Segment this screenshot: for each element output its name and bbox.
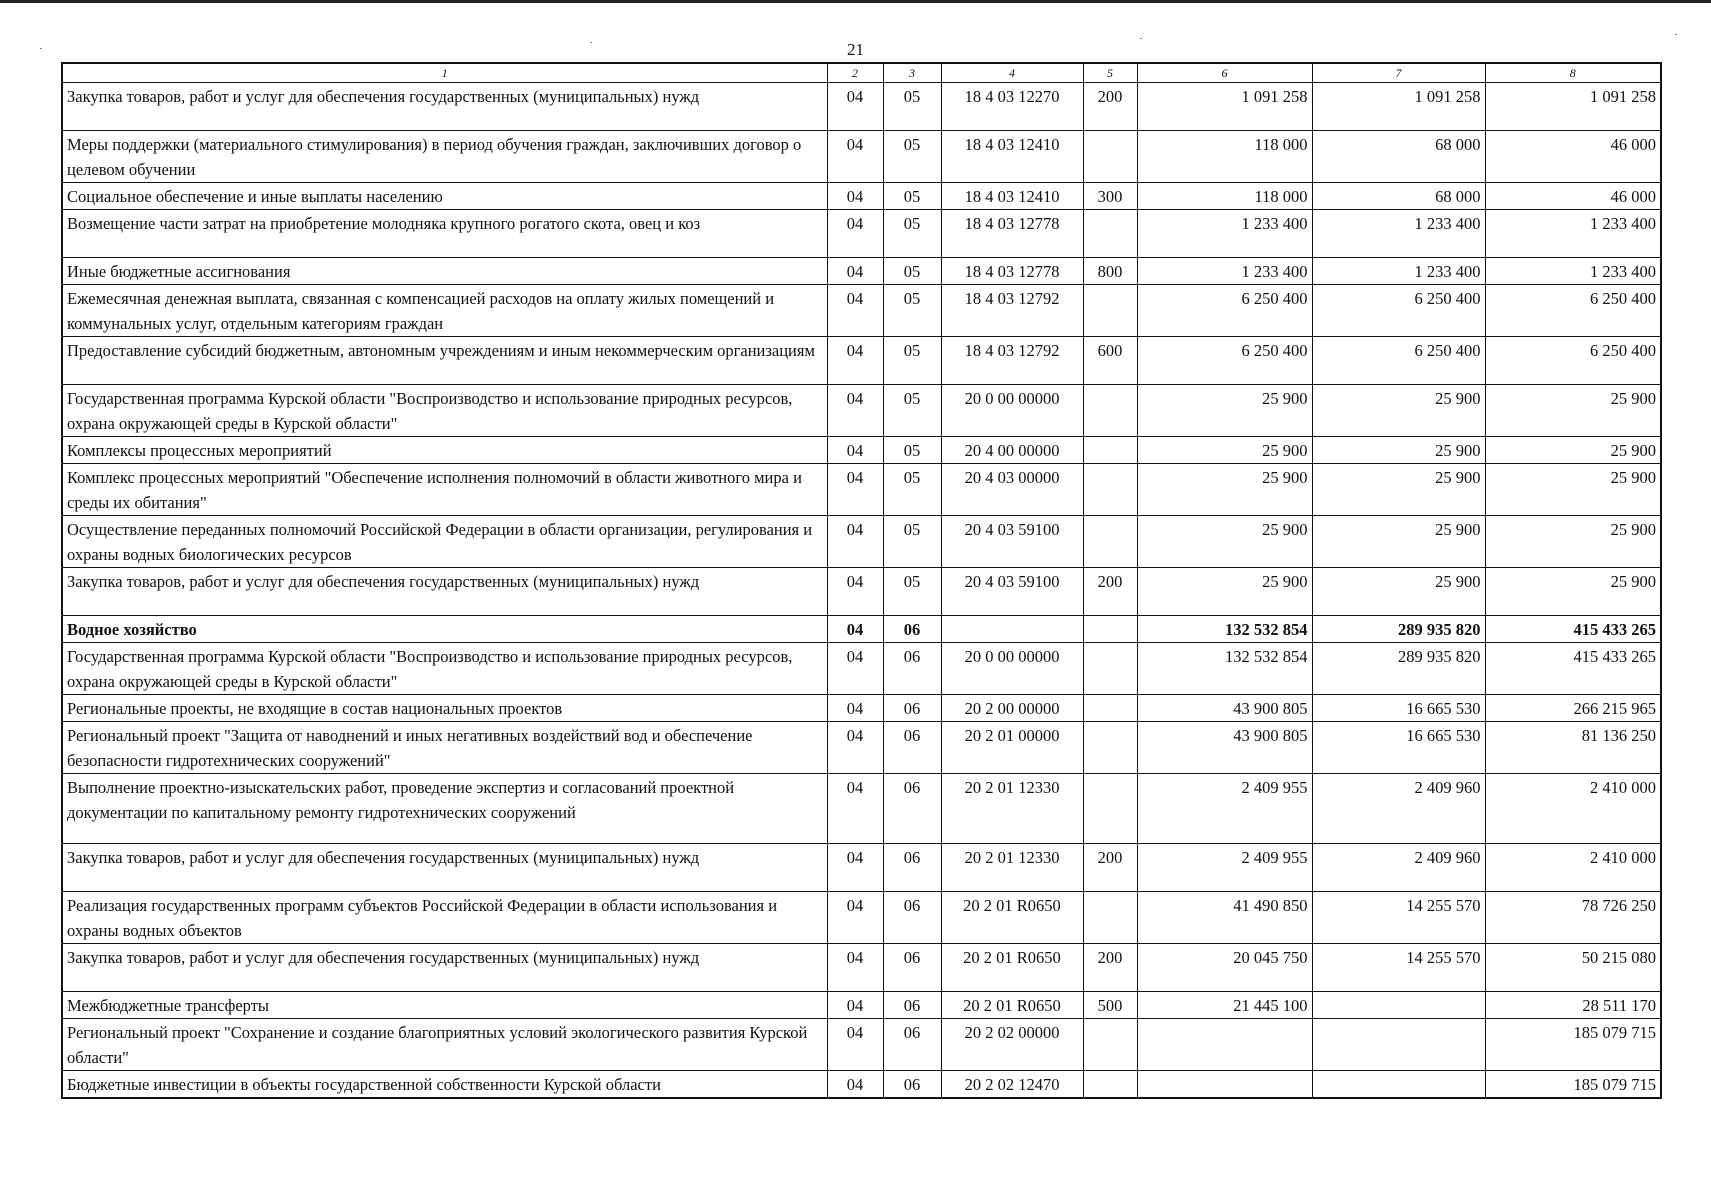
cell-expense-type <box>1083 437 1137 464</box>
cell-section: 04 <box>827 210 883 258</box>
cell-amount-1: 118 000 <box>1137 131 1312 183</box>
cell-expense-type: 200 <box>1083 83 1137 131</box>
cell-amount-1: 43 900 805 <box>1137 695 1312 722</box>
cell-amount-2: 25 900 <box>1312 516 1485 568</box>
cell-amount-1: 25 900 <box>1137 568 1312 616</box>
cell-name: Закупка товаров, работ и услуг для обеспечения государственных (муниципальных) нужд <box>62 944 827 992</box>
cell-target-item: 20 2 01 12330 <box>941 844 1083 892</box>
cell-amount-3: 266 215 965 <box>1485 695 1661 722</box>
cell-amount-3: 1 091 258 <box>1485 83 1661 131</box>
cell-amount-1: 25 900 <box>1137 464 1312 516</box>
cell-target-item: 20 0 00 00000 <box>941 385 1083 437</box>
cell-subsection: 06 <box>883 616 941 643</box>
cell-amount-3: 81 136 250 <box>1485 722 1661 774</box>
cell-name: Бюджетные инвестиции в объекты государственной собственности Курской области <box>62 1071 827 1099</box>
cell-expense-type <box>1083 516 1137 568</box>
cell-subsection: 05 <box>883 568 941 616</box>
cell-amount-1: 2 409 955 <box>1137 774 1312 844</box>
cell-expense-type: 200 <box>1083 844 1137 892</box>
cell-amount-1: 25 900 <box>1137 516 1312 568</box>
table-row <box>62 944 1661 992</box>
cell-amount-2: 2 409 960 <box>1312 844 1485 892</box>
cell-name: Региональный проект "Сохранение и создание благоприятных условий экологического развития Курской области" <box>62 1019 827 1071</box>
table-row <box>62 437 1661 464</box>
cell-amount-3: 46 000 <box>1485 183 1661 210</box>
cell-section: 04 <box>827 83 883 131</box>
cell-expense-type <box>1083 285 1137 337</box>
cell-expense-type <box>1083 385 1137 437</box>
cell-subsection: 05 <box>883 385 941 437</box>
cell-name: Меры поддержки (материального стимулирования) в период обучения граждан, заключивших договор о целевом обучении <box>62 131 827 183</box>
table-row <box>62 337 1661 385</box>
cell-name: Закупка товаров, работ и услуг для обеспечения государственных (муниципальных) нужд <box>62 83 827 131</box>
cell-subsection: 05 <box>883 337 941 385</box>
cell-subsection: 06 <box>883 944 941 992</box>
table-row <box>62 183 1661 210</box>
table-row <box>62 568 1661 616</box>
cell-subsection: 06 <box>883 1019 941 1071</box>
cell-amount-2: 289 935 820 <box>1312 643 1485 695</box>
cell-amount-3: 415 433 265 <box>1485 643 1661 695</box>
header-row <box>62 63 1661 83</box>
cell-expense-type <box>1083 774 1137 844</box>
table-row <box>62 892 1661 944</box>
cell-expense-type: 300 <box>1083 183 1137 210</box>
table-row <box>62 210 1661 258</box>
cell-subsection: 05 <box>883 131 941 183</box>
cell-expense-type <box>1083 1071 1137 1099</box>
cell-amount-3: 50 215 080 <box>1485 944 1661 992</box>
cell-expense-type <box>1083 464 1137 516</box>
cell-section: 04 <box>827 385 883 437</box>
cell-name: Межбюджетные трансферты <box>62 992 827 1019</box>
cell-amount-3: 28 511 170 <box>1485 992 1661 1019</box>
cell-amount-3: 185 079 715 <box>1485 1019 1661 1071</box>
cell-target-item: 20 2 01 R0650 <box>941 992 1083 1019</box>
table-row <box>62 83 1661 131</box>
cell-amount-3: 6 250 400 <box>1485 285 1661 337</box>
cell-amount-1 <box>1137 1019 1312 1071</box>
cell-amount-1: 41 490 850 <box>1137 892 1312 944</box>
cell-section: 04 <box>827 1071 883 1099</box>
cell-expense-type <box>1083 131 1137 183</box>
cell-target-item: 20 0 00 00000 <box>941 643 1083 695</box>
table-row <box>62 1019 1661 1071</box>
cell-amount-2: 25 900 <box>1312 464 1485 516</box>
table-row <box>62 516 1661 568</box>
cell-section: 04 <box>827 616 883 643</box>
scan-speck <box>1675 34 1677 35</box>
cell-name: Комплекс процессных мероприятий "Обеспечение исполнения полномочий в области животного мира и среды их обитания" <box>62 464 827 516</box>
cell-amount-2: 68 000 <box>1312 183 1485 210</box>
cell-expense-type <box>1083 892 1137 944</box>
cell-amount-2 <box>1312 992 1485 1019</box>
cell-target-item: 18 4 03 12410 <box>941 131 1083 183</box>
cell-target-item: 18 4 03 12792 <box>941 337 1083 385</box>
cell-amount-1 <box>1137 1071 1312 1099</box>
header-cell: 5 <box>1083 63 1137 83</box>
table-row <box>62 285 1661 337</box>
cell-name: Государственная программа Курской области "Воспроизводство и использование природных ресурсов, охрана окружающей среды в Курской области" <box>62 643 827 695</box>
cell-section: 04 <box>827 285 883 337</box>
cell-section: 04 <box>827 568 883 616</box>
cell-name: Социальное обеспечение и иные выплаты населению <box>62 183 827 210</box>
cell-amount-2: 6 250 400 <box>1312 285 1485 337</box>
cell-section: 04 <box>827 844 883 892</box>
cell-amount-2: 16 665 530 <box>1312 722 1485 774</box>
header-cell: 6 <box>1137 63 1312 83</box>
cell-subsection: 06 <box>883 643 941 695</box>
cell-target-item: 20 4 03 59100 <box>941 516 1083 568</box>
cell-amount-2: 14 255 570 <box>1312 944 1485 992</box>
cell-amount-2: 14 255 570 <box>1312 892 1485 944</box>
cell-amount-2: 2 409 960 <box>1312 774 1485 844</box>
cell-expense-type <box>1083 722 1137 774</box>
cell-name: Закупка товаров, работ и услуг для обеспечения государственных (муниципальных) нужд <box>62 568 827 616</box>
cell-amount-2: 16 665 530 <box>1312 695 1485 722</box>
cell-amount-2 <box>1312 1071 1485 1099</box>
cell-name: Комплексы процессных мероприятий <box>62 437 827 464</box>
cell-amount-3: 185 079 715 <box>1485 1071 1661 1099</box>
cell-subsection: 06 <box>883 992 941 1019</box>
cell-amount-1: 118 000 <box>1137 183 1312 210</box>
cell-target-item: 20 2 02 00000 <box>941 1019 1083 1071</box>
cell-section: 04 <box>827 722 883 774</box>
cell-target-item: 20 4 03 00000 <box>941 464 1083 516</box>
cell-name: Предоставление субсидий бюджетным, автономным учреждениям и иным некоммерческим организациям <box>62 337 827 385</box>
cell-amount-1: 20 045 750 <box>1137 944 1312 992</box>
cell-section: 04 <box>827 516 883 568</box>
cell-name: Закупка товаров, работ и услуг для обеспечения государственных (муниципальных) нужд <box>62 844 827 892</box>
cell-subsection: 06 <box>883 892 941 944</box>
table-row <box>62 695 1661 722</box>
cell-subsection: 05 <box>883 83 941 131</box>
cell-name: Выполнение проектно-изыскательских работ, проведение экспертиз и согласований проектной документации по капитальному ремонту гидротехнических сооружений <box>62 774 827 844</box>
cell-amount-3: 1 233 400 <box>1485 258 1661 285</box>
cell-name: Реализация государственных программ субъектов Российской Федерации в области использования и охраны водных объектов <box>62 892 827 944</box>
cell-amount-3: 25 900 <box>1485 568 1661 616</box>
table-row <box>62 258 1661 285</box>
cell-amount-1: 6 250 400 <box>1137 285 1312 337</box>
cell-amount-3: 415 433 265 <box>1485 616 1661 643</box>
cell-amount-3: 6 250 400 <box>1485 337 1661 385</box>
cell-name: Региональные проекты, не входящие в состав национальных проектов <box>62 695 827 722</box>
cell-target-item: 20 2 01 R0650 <box>941 892 1083 944</box>
cell-amount-2: 1 233 400 <box>1312 258 1485 285</box>
cell-amount-2: 1 091 258 <box>1312 83 1485 131</box>
cell-amount-1: 132 532 854 <box>1137 616 1312 643</box>
cell-expense-type <box>1083 643 1137 695</box>
cell-amount-3: 25 900 <box>1485 385 1661 437</box>
cell-subsection: 06 <box>883 722 941 774</box>
cell-name: Государственная программа Курской области "Воспроизводство и использование природных ресурсов, охрана окружающей среды в Курской области" <box>62 385 827 437</box>
cell-target-item: 18 4 03 12410 <box>941 183 1083 210</box>
cell-section: 04 <box>827 695 883 722</box>
cell-subsection: 05 <box>883 516 941 568</box>
cell-amount-1: 6 250 400 <box>1137 337 1312 385</box>
table-row <box>62 1071 1661 1099</box>
cell-amount-2 <box>1312 1019 1485 1071</box>
cell-amount-2: 25 900 <box>1312 437 1485 464</box>
cell-target-item: 18 4 03 12792 <box>941 285 1083 337</box>
cell-subsection: 06 <box>883 844 941 892</box>
cell-section: 04 <box>827 131 883 183</box>
cell-expense-type: 800 <box>1083 258 1137 285</box>
cell-name: Водное хозяйство <box>62 616 827 643</box>
cell-amount-3: 25 900 <box>1485 464 1661 516</box>
cell-target-item: 20 4 00 00000 <box>941 437 1083 464</box>
cell-amount-2: 1 233 400 <box>1312 210 1485 258</box>
cell-amount-1: 21 445 100 <box>1137 992 1312 1019</box>
cell-expense-type <box>1083 616 1137 643</box>
cell-section: 04 <box>827 437 883 464</box>
cell-target-item <box>941 616 1083 643</box>
cell-amount-2: 68 000 <box>1312 131 1485 183</box>
cell-name: Ежемесячная денежная выплата, связанная с компенсацией расходов на оплату жилых помещений и коммунальных услуг, отдельным категориям граждан <box>62 285 827 337</box>
cell-target-item: 18 4 03 12778 <box>941 210 1083 258</box>
table-row <box>62 643 1661 695</box>
cell-target-item: 20 2 02 12470 <box>941 1071 1083 1099</box>
cell-section: 04 <box>827 1019 883 1071</box>
cell-amount-2: 25 900 <box>1312 385 1485 437</box>
cell-subsection: 05 <box>883 258 941 285</box>
cell-amount-3: 46 000 <box>1485 131 1661 183</box>
header-cell: 3 <box>883 63 941 83</box>
cell-amount-2: 6 250 400 <box>1312 337 1485 385</box>
cell-amount-3: 25 900 <box>1485 437 1661 464</box>
table-row <box>62 844 1661 892</box>
cell-target-item: 18 4 03 12270 <box>941 83 1083 131</box>
cell-section: 04 <box>827 892 883 944</box>
cell-subsection: 05 <box>883 285 941 337</box>
cell-name: Осуществление переданных полномочий Российской Федерации в области организации, регулирования и охраны водных биологических ресурсов <box>62 516 827 568</box>
cell-subsection: 06 <box>883 774 941 844</box>
cell-name: Региональный проект "Защита от наводнений и иных негативных воздействий вод и обеспечение безопасности гидротехнических сооружений" <box>62 722 827 774</box>
cell-amount-1: 132 532 854 <box>1137 643 1312 695</box>
cell-section: 04 <box>827 944 883 992</box>
scan-speck <box>1140 38 1142 39</box>
cell-subsection: 05 <box>883 464 941 516</box>
cell-expense-type: 500 <box>1083 992 1137 1019</box>
cell-expense-type <box>1083 1019 1137 1071</box>
cell-expense-type <box>1083 695 1137 722</box>
cell-subsection: 05 <box>883 210 941 258</box>
cell-amount-1: 43 900 805 <box>1137 722 1312 774</box>
cell-section: 04 <box>827 258 883 285</box>
cell-subsection: 05 <box>883 183 941 210</box>
cell-amount-3: 25 900 <box>1485 516 1661 568</box>
cell-amount-1: 2 409 955 <box>1137 844 1312 892</box>
table-body <box>62 83 1661 1099</box>
cell-target-item: 20 2 01 R0650 <box>941 944 1083 992</box>
cell-section: 04 <box>827 183 883 210</box>
header-cell: 8 <box>1485 63 1661 83</box>
cell-name: Возмещение части затрат на приобретение молодняка крупного рогатого скота, овец и коз <box>62 210 827 258</box>
cell-target-item: 18 4 03 12778 <box>941 258 1083 285</box>
cell-target-item: 20 4 03 59100 <box>941 568 1083 616</box>
cell-amount-2: 25 900 <box>1312 568 1485 616</box>
cell-name: Иные бюджетные ассигнования <box>62 258 827 285</box>
cell-amount-1: 25 900 <box>1137 385 1312 437</box>
cell-expense-type: 200 <box>1083 944 1137 992</box>
cell-amount-3: 1 233 400 <box>1485 210 1661 258</box>
cell-subsection: 06 <box>883 1071 941 1099</box>
cell-target-item: 20 2 00 00000 <box>941 695 1083 722</box>
cell-subsection: 06 <box>883 695 941 722</box>
cell-section: 04 <box>827 774 883 844</box>
table-row <box>62 616 1661 643</box>
cell-subsection: 05 <box>883 437 941 464</box>
cell-section: 04 <box>827 337 883 385</box>
cell-expense-type: 200 <box>1083 568 1137 616</box>
cell-amount-1: 1 233 400 <box>1137 210 1312 258</box>
table-row <box>62 131 1661 183</box>
table-row <box>62 774 1661 844</box>
header-cell: 2 <box>827 63 883 83</box>
header-cell: 1 <box>62 63 827 83</box>
header-cell: 4 <box>941 63 1083 83</box>
cell-section: 04 <box>827 643 883 695</box>
header-cell: 7 <box>1312 63 1485 83</box>
table-row <box>62 464 1661 516</box>
scan-top-edge <box>0 0 1711 3</box>
cell-target-item: 20 2 01 12330 <box>941 774 1083 844</box>
cell-amount-1: 1 233 400 <box>1137 258 1312 285</box>
cell-amount-3: 2 410 000 <box>1485 844 1661 892</box>
page-number: 21 <box>847 40 864 59</box>
table-row <box>62 385 1661 437</box>
cell-amount-1: 25 900 <box>1137 437 1312 464</box>
cell-expense-type <box>1083 210 1137 258</box>
cell-amount-2: 289 935 820 <box>1312 616 1485 643</box>
cell-amount-3: 2 410 000 <box>1485 774 1661 844</box>
table-row <box>62 722 1661 774</box>
cell-amount-1: 1 091 258 <box>1137 83 1312 131</box>
cell-section: 04 <box>827 992 883 1019</box>
cell-expense-type: 600 <box>1083 337 1137 385</box>
cell-section: 04 <box>827 464 883 516</box>
cell-amount-3: 78 726 250 <box>1485 892 1661 944</box>
budget-table <box>61 62 1662 1099</box>
cell-target-item: 20 2 01 00000 <box>941 722 1083 774</box>
table-row <box>62 992 1661 1019</box>
